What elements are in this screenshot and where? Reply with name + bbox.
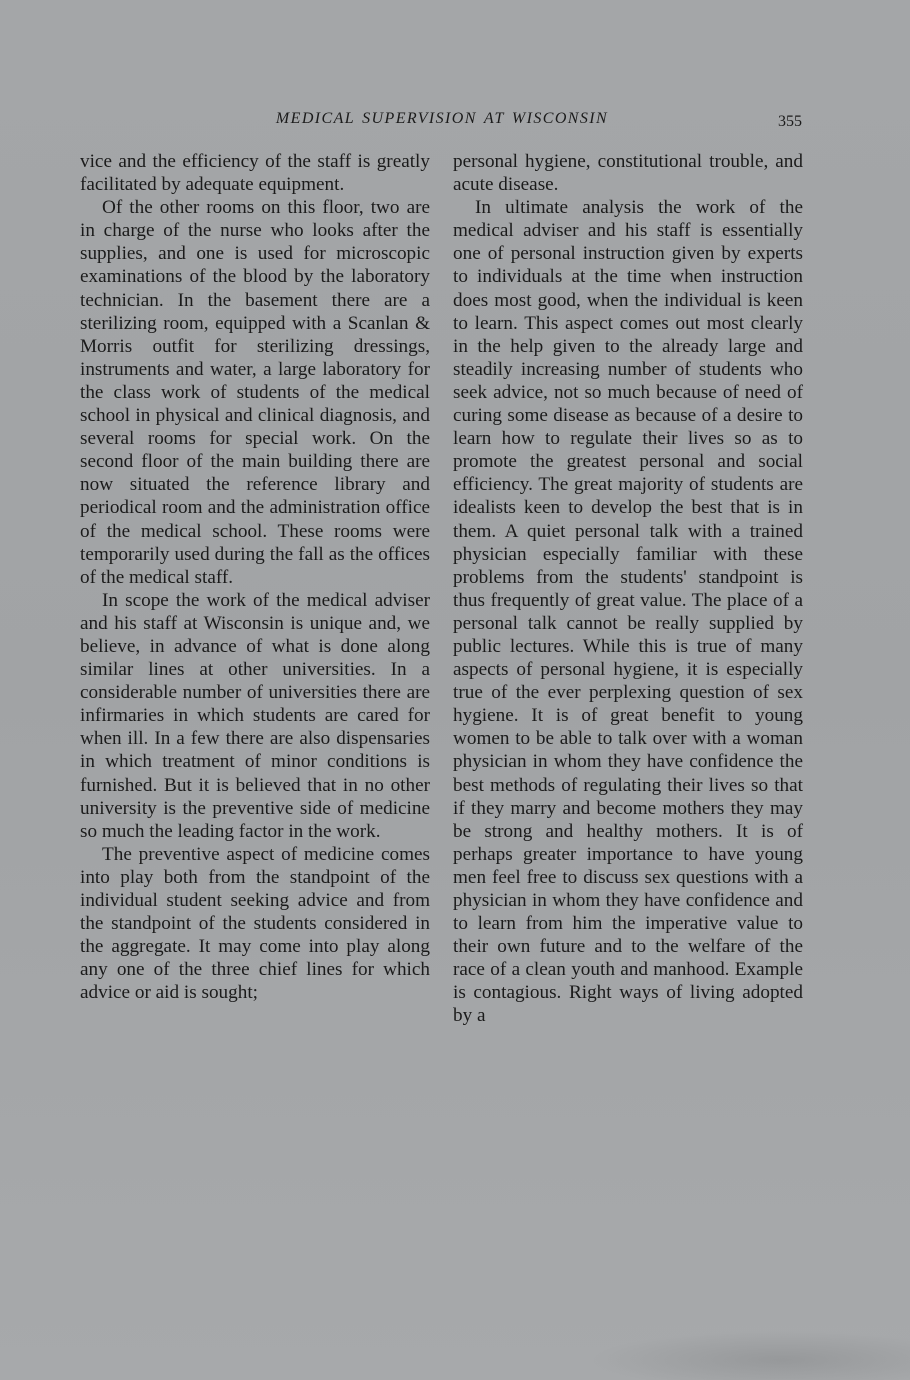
running-title: MEDICAL SUPERVISION AT WISCONSIN <box>275 110 609 127</box>
paragraph: vice and the efficiency of the staff is greatly facilitated by adequate equipment. <box>80 151 430 196</box>
page-header <box>80 110 806 138</box>
paragraph: In ultimate analysis the work of the medical adviser and his staff is essentially one of personal instruction given by experts to individuals at the time when instruction does most good, when the individual is keen to learn. This aspect comes out most clearly in the help given to the already large and steadily increasing number of students who seek advice, not so much because of need of curing some disease as because of a desire to learn how to regulate their lives so as to promote the greatest personal and social efficiency. The great majority of students are idealists keen to develop the best that is in them. A quiet personal talk with a trained physician especially familiar with these problems from the students' standpoint is thus frequently of great value. The place of a personal talk cannot be really supplied by public lectures. While this is true of many aspects of personal hygiene, it is especially true of the ever perplexing question of sex hygiene. It is of great benefit to young women to be able to talk over with a woman physician in whom they have confidence the best methods of regulating their lives so that if they marry and become mothers they may be strong and healthy mothers. It is of perhaps greater importance to have young men feel free to discuss sex questions with a physician in whom they have confidence and to learn from him the imperative value to their own future and to the welfare of the race of a clean youth and manhood. Example is contagious. Right ways of living adopted by a <box>453 197 803 1027</box>
paragraph: personal hygiene, constitutional trouble, and acute disease. <box>453 151 803 196</box>
left-column <box>80 150 430 1004</box>
paragraph: Of the other rooms on this floor, two are in charge of the nurse who looks after the supplies, and one is used for microscopic examinations of the blood by the laboratory technician. In the basement there are a sterilizing room, equipped with a Scanlan & Morris outfit for sterilizing dressings, instruments and water, a large laboratory for the class work of students of the medical school in physical and clinical diagnosis, and several rooms for special work. On the second floor of the main building there are now situated the reference library and periodical room and the administration office of the medical school. These rooms were temporarily used during the fall as the offices of the medical staff. <box>80 197 430 588</box>
paragraph: The preventive aspect of medicine comes into play both from the standpoint of the individual student seeking advice and from the standpoint of the students considered in the aggregate. It may come into play along any one of the three chief lines for which advice or aid is sought; <box>80 843 430 1004</box>
page-number: 355 <box>778 113 802 130</box>
paper-tear-mark <box>590 1330 910 1380</box>
right-column <box>453 150 803 1028</box>
paragraph: In scope the work of the medical adviser and his staff at Wisconsin is unique and, we believe, in advance of what is done along similar lines at other universities. In a considerable number of universities there are infirmaries in which students are cared for when ill. In a few there are also dispensaries in which treatment of minor conditions is furnished. But it is believed that in no other university is the preventive side of medicine so much the leading factor in the work. <box>80 589 430 842</box>
